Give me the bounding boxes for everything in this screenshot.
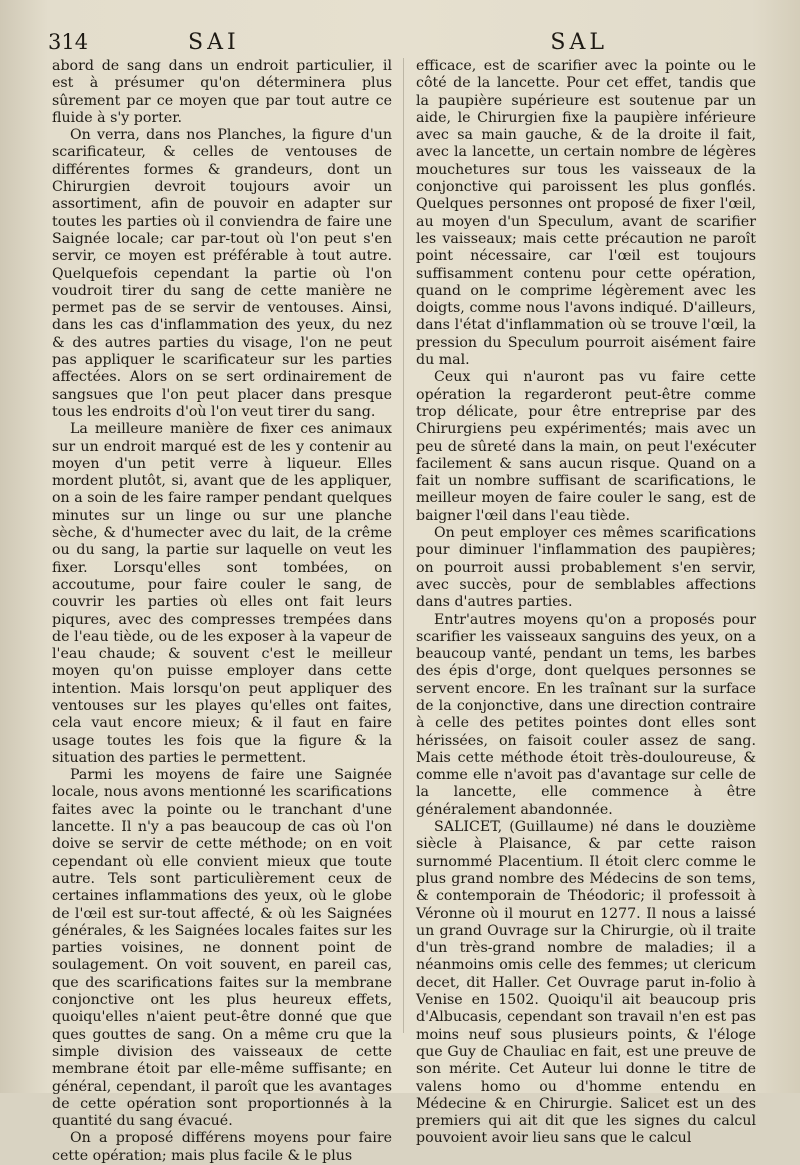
paragraph: Entr'autres moyens qu'on a proposés pour scarifier les vaisseaux sanguins des yeux, on a beaucoup vanté, pendant un tems, les barbes des épis d'orge, dont quelques personnes se servent encore. En les traînant sur la surface de la conjonctive, dans une direction contraire à celle des petites pointes dont elles sont hérissées, on faisoit couler assez de sang. Mais cette méthode étoit très-douloureuse, & comme elle n'avoit pas d'avantage sur celle de la lancette, elle commence à être généralement abandonnée. [416,611,756,818]
paragraph: On verra, dans nos Planches, la figure d'un scarificateur, & celles de ventouses de différentes formes & grandeurs, dont un Chirurgien devroit toujours avoir un assortiment, afin de pouvoir en adapter sur toutes les parties où il conviendra de faire une Saignée locale; car par-tout où l'on peut s'en servir, ce moyen est préférable à tout autre. Quelquefois cependant la partie où l'on voudroit tirer du sang de cette manière ne permet pas de se servir de ventouses. Ainsi, dans les cas d'inflammation des yeux, du nez & des autres parties du visage, l'on ne peut pas appliquer le scarificateur sur les parties affectées. Alors on se sert ordinairement de sangsues que l'on peut placer dans presque tous les endroits d'où l'on veut tirer du sang. [52,127,392,420]
paragraph: On peut employer ces mêmes scarifications pour diminuer l'inflammation des paupières; on pourroit aussi probablement s'en servir, avec succès, pour de semblables affections dans d'autres parties. [416,525,756,611]
paragraph: abord de sang dans un endroit particulier, il est à présumer qu'on déterminera plus sûrement par ce moyen que par tout autre ce fluide à s'y porter. [52,58,392,126]
page-header [48,30,754,60]
right-column [416,58,756,1148]
paragraph: Ceux qui n'auront pas vu faire cette opération la regarderont peut-être comme trop délicate, pour être entreprise par des Chirurgiens peu expérimentés; mais avec un peu de sûreté dans la main, on peut l'exécuter facilement & sans aucun risque. Quand on a fait un nombre suffisant de scarifications, le meilleur moyen de faire couler le sang, est de baigner l'œil dans l'eau tiède. [416,369,756,524]
paragraph: La meilleure manière de fixer ces animaux sur un endroit marqué est de les y contenir au moyen d'un petit verre à liqueur. Elles mordent plutôt, si, avant que de les appliquer, on a soin de les faire ramper pendant quelques minutes sur un linge ou sur une planche sèche, & d'humecter avec du lait, de la crême ou du sang, la partie sur laquelle on veut les fixer. Lorsqu'elles sont tombées, on accoutume, pour faire couler le sang, de couvrir les parties où elles ont fait leurs piqures, avec des compresses trempées dans de l'eau tiède, ou de les exposer à la vapeur de l'eau chaude; & souvent c'est le meilleur moyen qu'on puisse employer dans cette intention. Mais lorsqu'on peut appliquer des ventouses sur les playes qu'elles ont faites, cela vaut encore mieux; & il faut en faire usage toutes les fois que la figure & la situation des parties le permettent. [52,421,392,766]
page-number: 314 [48,30,89,54]
running-head-left: SAI [188,30,240,55]
paragraph: On a proposé différens moyens pour faire cette opération; mais plus facile & le plus [52,1130,392,1164]
column-divider [403,58,404,1033]
paragraph: efficace, est de scarifier avec la pointe ou le côté de la lancette. Pour cet effet, tandis que la paupière supérieure est soutenue par un aide, le Chirurgien fixe la paupière inférieure avec sa main gauche, & de la droite il fait, avec la lancette, un certain nombre de légères mouchetures sur tous les vaisseaux de la conjonctive qui paroissent les plus gonflés. Quelques personnes ont proposé de fixer l'œil, au moyen d'un Speculum, avant de scarifier les vaisseaux; mais cette précaution ne paroît point nécessaire, car l'œil est toujours suffisamment contenu pour cette opération, quand on le comprime légèrement avec les doigts, comme nous l'avons indiqué. D'ailleurs, dans l'état d'inflammation où se trouve l'œil, la pression du Speculum pourroit aisément faire du mal. [416,58,756,369]
running-head-right: SAL [550,30,608,55]
paragraph: SALICET, (Guillaume) né dans le douzième siècle à Plaisance, & par cette raison surnommé Placentium. Il étoit clerc comme le plus grand nombre des Médecins de son tems, & contemporain de Théodoric; il professoit à Véronne où il mourut en 1277. Il nous a laissé un grand Ouvrage sur la Chirurgie, où il traite d'un très-grand nombre de maladies; il a néanmoins omis celle des femmes; ut clericum decet, dit Haller. Cet Ouvrage parut in-folio à Venise en 1502. Quoiqu'il ait beaucoup pris d'Albucasis, cependant son travail n'en est pas moins neuf sous plusieurs points, & l'éloge que Guy de Chauliac en fait, est une preuve de son mérite. Cet Auteur lui donne le titre de valens homo ou d'homme entendu en Médecine & en Chirurgie. Salicet est un des premiers qui ait dit que les signes du calcul pouvoient avoir lieu sans que le calcul [416,819,756,1147]
left-column [52,58,392,1165]
paragraph: Parmi les moyens de faire une Saignée locale, nous avons mentionné les scarifications faites avec la pointe ou le tranchant d'une lancette. Il n'y a pas beaucoup de cas où l'on doive se servir de cette méthode; on en voit cependant où elle convient mieux que toute autre. Tels sont particulièrement ceux de certaines inflammations des yeux, où le globe de l'œil est sur-tout affecté, & où les Saignées générales, & les Saignées locales faites sur les parties voisines, ne donnent point de soulagement. On voit souvent, en pareil cas, que des scarifications faites sur la membrane conjonctive ont les plus heureux effets, quoiqu'elles n'aient peut-être donné que que ques gouttes de sang. On a même cru que la simple division des vaisseaux de cette membrane étoit par elle-même suffisante; en général, cependant, il paroît que les avantages de cette opération sont proportionnés à la quantité du sang évacué. [52,767,392,1130]
